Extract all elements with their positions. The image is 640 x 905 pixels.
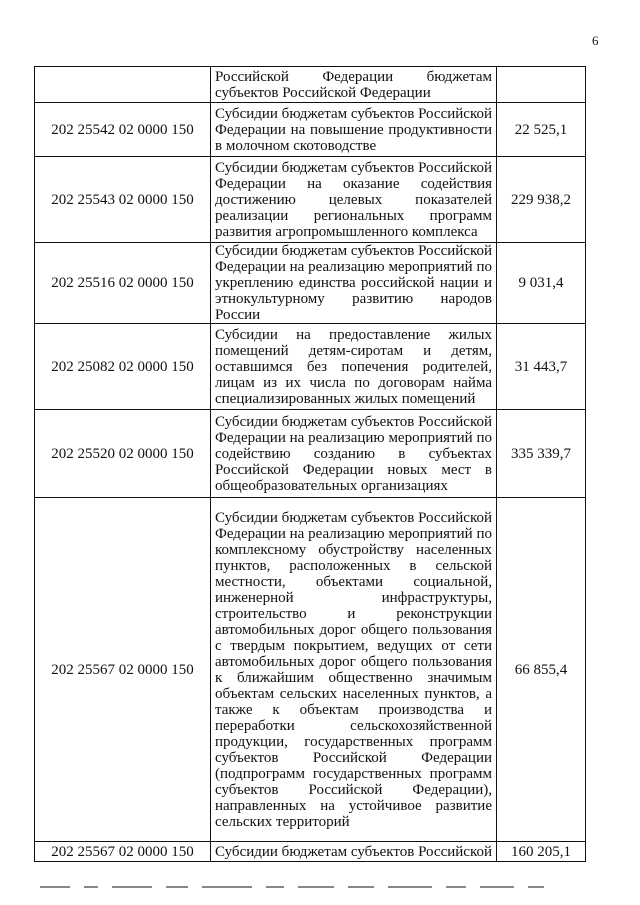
budget-code-cell: 202 25516 02 0000 150 — [35, 243, 211, 324]
table-row — [35, 103, 586, 157]
description-cell: Субсидии бюджетам субъектов Российской Федерации на оказание содействия достижению целевых показателей реализации региональных программ развития агропромышленного комплекса — [211, 157, 497, 243]
amount-cell: 31 443,7 — [497, 324, 586, 410]
budget-code-cell: 202 25542 02 0000 150 — [35, 103, 211, 157]
description-cell: Субсидии бюджетам субъектов Российской Федерации на реализацию мероприятий по комплексному обустройству населенных пунктов, расположенных в сельской местности, объектами социальной, инженерной инфраструктуры, строительство и реконструкции автомобильных дорог общего пользования с твердым покрытием, ведущих от сети автомобильных дорог общего пользования к ближайшим общественно значимым объектам сельских населенных пунктов, а также к объектам производства и переработки сельскохозяйственной продукции, государственных программ субъектов Российской Федерации (подпрограмм государственных программ субъектов Российской Федерации), направленных на устойчивое развитие сельских территорий — [211, 498, 497, 842]
description-cell: Субсидии бюджетам субъектов Российской Федерации на реализацию мероприятий по содействию созданию в субъектах Российской Федерации новых мест в общеобразовательных организациях — [211, 410, 497, 498]
table-row — [35, 243, 586, 324]
description-cell: Субсидии на предоставление жилых помещений детям-сиротам и детям, оставшимся без попечения родителей, лицам из их числа по договорам найма специализированных жилых помещений — [211, 324, 497, 410]
budget-code-cell: 202 25082 02 0000 150 — [35, 324, 211, 410]
table-row — [35, 842, 586, 862]
table-row — [35, 498, 586, 842]
revenue-table — [34, 66, 586, 862]
page-number: 6 — [592, 33, 599, 48]
table-row — [35, 67, 586, 103]
amount-cell: 66 855,4 — [497, 498, 586, 842]
budget-code-cell — [35, 67, 211, 103]
description-cell: Субсидии бюджетам субъектов Российской — [211, 842, 497, 862]
description-cell: Российской Федерации бюджетам субъектов Российской Федерации — [211, 67, 497, 103]
amount-cell: 160 205,1 — [497, 842, 586, 862]
budget-code-cell: 202 25520 02 0000 150 — [35, 410, 211, 498]
table-row — [35, 157, 586, 243]
amount-cell: 229 938,2 — [497, 157, 586, 243]
scan-edge-marks — [40, 886, 600, 890]
budget-code-cell: 202 25567 02 0000 150 — [35, 842, 211, 862]
amount-cell: 335 339,7 — [497, 410, 586, 498]
description-cell: Субсидии бюджетам субъектов Российской Федерации на реализацию мероприятий по укреплению единства российской нации и этнокультурному развитию народов России — [211, 243, 497, 324]
amount-cell: 9 031,4 — [497, 243, 586, 324]
budget-code-cell: 202 25567 02 0000 150 — [35, 498, 211, 842]
table-row — [35, 324, 586, 410]
amount-cell: 22 525,1 — [497, 103, 586, 157]
amount-cell — [497, 67, 586, 103]
description-cell: Субсидии бюджетам субъектов Российской Федерации на повышение продуктивности в молочном скотоводстве — [211, 103, 497, 157]
budget-code-cell: 202 25543 02 0000 150 — [35, 157, 211, 243]
table-row — [35, 410, 586, 498]
